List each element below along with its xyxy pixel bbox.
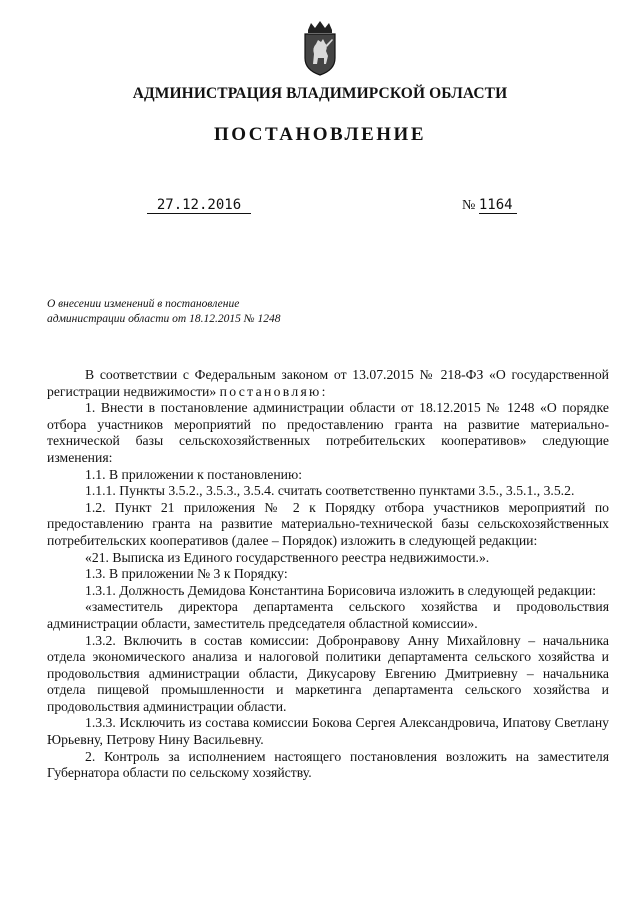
document-type-title: ПОСТАНОВЛЕНИЕ	[213, 124, 427, 145]
paragraph-intro	[47, 367, 609, 400]
paragraph-2: 2. Контроль за исполнением настоящего постановления возложить на заместителя Губернатора области по сельскому хозяйству.	[47, 748, 609, 781]
subject-line: О внесении изменений в постановление	[47, 298, 240, 310]
paragraph-1-3-1-quote: «заместитель директора департамента сельского хозяйства и продовольствия администрации области, заместитель председателя областной комиссии».	[47, 599, 609, 631]
number-value: 1164	[479, 197, 517, 214]
paragraph-1-1-1: 1.1.1. Пункты 3.5.2., 3.5.3., 3.5.4. считать соответственно пунктами 3.5., 3.5.1., 3.5.2.	[85, 483, 575, 499]
intro-text: В соответствии с Федеральным законом от 13.07.2015 № 218-ФЗ «О государственной регистрации недвижимости»	[47, 367, 609, 399]
intro-decree: постановляю:	[219, 383, 328, 399]
paragraph-1-3-3: 1.3.3. Исключить из состава комиссии Бокова Сергея Александровича, Ипатову Светлану Юрьевну, Петрову Нину Васильевну.	[47, 715, 609, 748]
coat-of-arms-icon	[296, 20, 344, 76]
subject-line: администрации области от 18.12.2015 № 1248	[47, 313, 281, 325]
document-date: 27.12.2016	[147, 197, 251, 214]
number-label: №	[462, 198, 476, 213]
paragraph-1-2-quote: «21. Выписка из Единого государственного реестра недвижимости.».	[85, 549, 490, 565]
organization-title: АДМИНИСТРАЦИЯ ВЛАДИМИРСКОЙ ОБЛАСТИ	[132, 85, 508, 102]
paragraph-1-1: 1.1. В приложении к постановлению:	[85, 466, 302, 482]
paragraph-1-3-1: 1.3.1. Должность Демидова Константина Борисовича изложить в следующей редакции:	[85, 582, 596, 598]
document-subject	[47, 297, 347, 327]
paragraph-1-3: 1.3. В приложении № 3 к Порядку:	[85, 566, 288, 582]
paragraph-1-2: 1.2. Пункт 21 приложения № 2 к Порядку отбора участников мероприятий по предоставлению гранта на развитие материально-технической базы сельскохозяйственных потребительских кооперативов (далее – Порядок) изложить в следующей редакции:	[47, 499, 609, 548]
document-body	[47, 367, 609, 782]
paragraph-1-3-2: 1.3.2. Включить в состав комиссии: Добронравову Анну Михайловну – начальника отдела экономического анализа и налоговой политики департамента сельского хозяйства и продовольствия администрации области, Дикусарову Евгению Дмитриевну – начальника отдела пищевой промышленности и маркетинга департамента сельского хозяйства и продовольствия администрации области.	[47, 632, 609, 714]
document-number	[462, 197, 517, 214]
paragraph-1: 1. Внести в постановление администрации области от 18.12.2015 № 1248 «О порядке отбора участников мероприятий по предоставлению гранта на развитие материально-технической базы сельскохозяйственных потребительских кооперативов» следующие изменения:	[47, 400, 609, 465]
